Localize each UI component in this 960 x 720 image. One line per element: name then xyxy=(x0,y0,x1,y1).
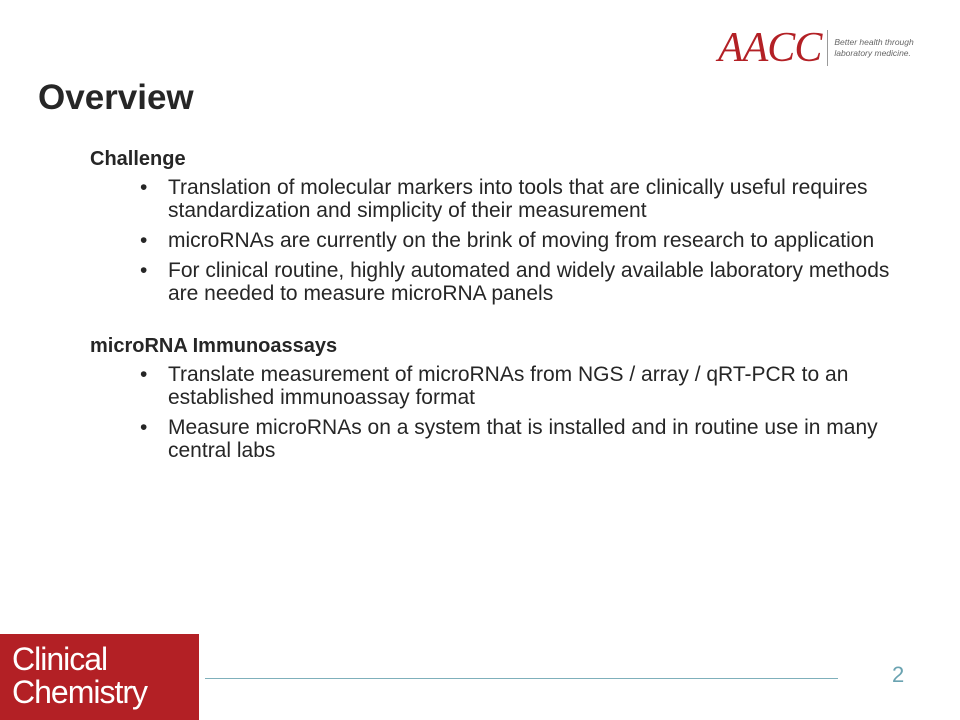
bullet-item xyxy=(90,259,890,305)
footer-divider xyxy=(205,678,838,679)
aacc-logo xyxy=(718,26,914,70)
bullet-item xyxy=(90,363,890,409)
bullet-text: Translation of molecular markers into tools that are clinically useful requires standardization and simplicity of their measurement xyxy=(168,176,868,222)
challenge-bullet-list xyxy=(90,176,890,305)
aacc-logo-text: AACC xyxy=(718,25,822,71)
logo-divider xyxy=(827,30,828,66)
bullet-text: Translate measurement of microRNAs from NGS / array / qRT-PCR to an established immunoassay format xyxy=(168,363,849,409)
logo-tagline-line2: laboratory medicine. xyxy=(834,48,911,58)
logo-tagline xyxy=(834,37,913,59)
journal-name-line1: Clinical xyxy=(12,641,108,677)
bullet-dot: • xyxy=(140,259,148,282)
bullet-dot: • xyxy=(140,416,148,439)
section-heading-challenge: Challenge xyxy=(90,148,186,170)
section-heading-immunoassays: microRNA Immunoassays xyxy=(90,335,338,357)
bullet-item xyxy=(90,416,890,462)
bullet-item xyxy=(90,229,890,252)
page-number: 2 xyxy=(892,662,905,687)
bullet-dot: • xyxy=(140,176,148,199)
bullet-dot: • xyxy=(140,229,148,252)
clinical-chemistry-logo xyxy=(0,634,199,720)
bullet-item xyxy=(90,176,890,222)
logo-tagline-line1: Better health through xyxy=(834,37,914,47)
bullet-text: Measure microRNAs on a system that is installed and in routine use in many central labs xyxy=(168,416,878,462)
bullet-dot: • xyxy=(140,363,148,386)
slide-content xyxy=(90,146,890,469)
bullet-text: microRNAs are currently on the brink of moving from research to application xyxy=(168,229,875,252)
immunoassay-bullet-list xyxy=(90,363,890,462)
journal-name-line2: Chemistry xyxy=(12,674,148,710)
slide-title: Overview xyxy=(38,78,194,117)
bullet-text: For clinical routine, highly automated and widely available laboratory methods are needed to measure microRNA panels xyxy=(168,259,890,305)
